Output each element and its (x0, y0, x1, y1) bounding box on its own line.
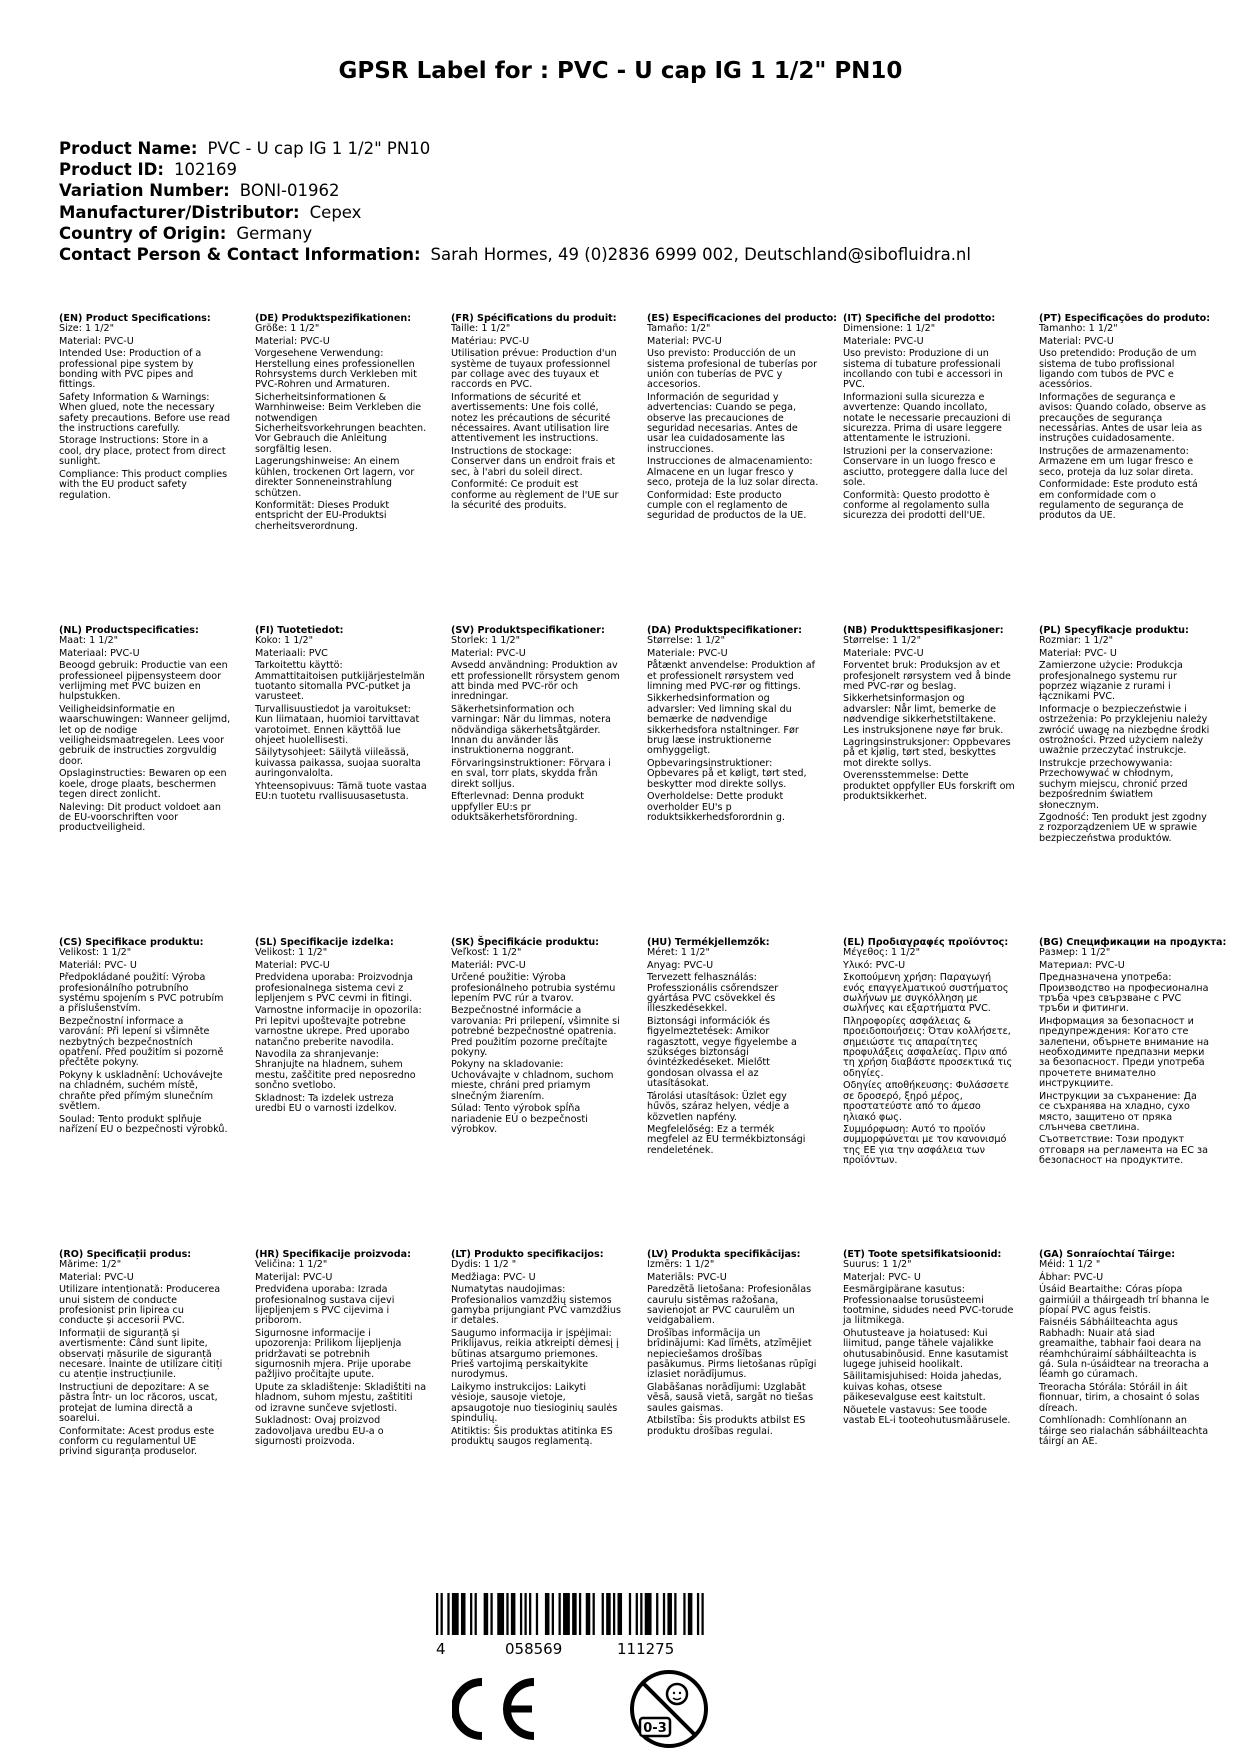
spec-block (451, 1250, 623, 1449)
spec-field: Säilytysohjeet: Säilytä viileässä, kuivassa paikassa, suojaa suoralta auringonvalolta. (255, 747, 421, 780)
info-row (59, 223, 971, 244)
spec-block (843, 626, 1015, 805)
spec-field: Σκοπούμενη χρήση: Παραγωγή ενός επαγγελματικού συστήματος σωλήνων με συγκόλληση με σωλήνες και εξαρτήματα PVC. (843, 972, 1009, 1015)
info-value: Sarah Hormes, 49 (0)2836 6999 002, Deutschland@sibofluidra.nl (430, 245, 971, 265)
spec-field: Säkerhetsinformation och varningar: När du limmas, notera nödvändiga säkerhetsåtgärder. Innan du använder läs instruktionerna noggrant. (451, 703, 611, 757)
spec-field: Μέγεθος: 1 1/2" (843, 947, 920, 959)
barcode-bar (506, 1593, 508, 1635)
barcode-bar (484, 1593, 489, 1635)
spec-block (451, 938, 623, 1137)
spec-field: Größe: 1 1/2" (255, 323, 320, 335)
spec-field: Turvallisuustiedot ja varoitukset: Kun liimataan, huomioi tarvittavat varotoimet. Ennen käyttöä lue ohjeet huolellisesti. (255, 703, 420, 747)
spec-field: Οδηγίες αποθήκευσης: Φυλάσσετε σε δροσερό, ξηρό μέρος, προστατεύστε από το άμεσο ηλιακό φως. (843, 1080, 1010, 1123)
spec-field: Lagringsinstruksjoner: Oppbevares på et kjølig, tørt sted, beskyttes mot direkte sollys. (843, 737, 1011, 769)
spec-field: Utilisation prévue: Production d'un système de tuyaux professionnel par collage avec des tuyaux et raccords en PVC. (451, 348, 617, 391)
spec-header: (NL) Productspecificaties: (59, 625, 199, 636)
spec-header: (FI) Tuotetiedot: (255, 625, 344, 636)
spec-header: (LT) Produkto specifikacijos: (451, 1249, 604, 1260)
barcode-bar (674, 1593, 676, 1635)
spec-field: Dydis: 1 1/2 " (451, 1259, 517, 1271)
spec-header: (SL) Specifikacije izdelka: (255, 937, 394, 948)
spec-field: Predvidena uporaba: Proizvodnja profesionalnega sistema cevi z lepljenjem s PVC cevmi in fitingi. (255, 972, 413, 1005)
barcode-bar (645, 1593, 652, 1635)
spec-field: Materiale: PVC-U (843, 647, 924, 659)
spec-field: Předpokládané použití: Výroba profesionálního potrubního systému spojením s PVC potrubím a příslušenstvím. (59, 972, 224, 1015)
info-row (59, 159, 971, 180)
spec-field: Paredzētā lietošana: Profesionālas cauruļu sistēmas ražošana, savienojot ar PVC caurulēm un veidgabaliem. (647, 1284, 812, 1327)
spec-field: Určené použitie: Výroba profesionálneho potrubia systému lepením PVC rúr a tvarov. (451, 972, 616, 1005)
barcode-bar (697, 1593, 699, 1635)
spec-field: Koko: 1 1/2" (255, 635, 314, 647)
spec-field: Tamaño: 1/2" (647, 323, 711, 335)
spec-field: Megfelelőség: Ez a termék megfelel az EU termékbiztonsági rendeletének. (647, 1123, 806, 1156)
spec-field: Størrelse: 1 1/2" (647, 635, 725, 647)
barcode-bar (593, 1593, 595, 1635)
spec-field: Overensstemmelse: Dette produktet oppfyller EUs forskrift om produktsikkerhet. (843, 770, 1015, 803)
spec-field: Atitiktis: Šis produktas atitinka ES produktų saugos reglamentą. (451, 1425, 613, 1447)
spec-field: Veiligheidsinformatie en waarschuwingen: Wanneer gelijmd, let op de nodige veiligheidsmaatregelen. Lees voor gebruik de instructies zorgvuldig door. (59, 703, 231, 767)
spec-field: Rozmiar: 1 1/2" (1039, 635, 1114, 647)
spec-field: Påtænkt anvendelse: Produktion af et professionelt rørsystem ved limning med PVC-rør og fittings. (647, 660, 815, 693)
spec-field: Materijal: PVC-U (255, 1271, 333, 1283)
spec-field: Materjal: PVC- U (843, 1271, 921, 1283)
spec-header: (FR) Spécifications du produit: (451, 313, 617, 324)
info-row (59, 138, 971, 159)
spec-field: Drošības informācija un brīdinājumi: Kad līmēts, atzīmējiet nepieciešamos drošības pasākumus. Pirms lietošanas rūpīgi izlasiet norādījumus. (647, 1327, 817, 1381)
spec-field: Uso pretendido: Produção de um sistema de tubo profissional ligando com tubos de PVC e acessórios. (1039, 348, 1197, 391)
spec-field: Maat: 1 1/2" (59, 635, 119, 647)
spec-field: Dimensione: 1 1/2" (843, 323, 936, 335)
barcode-bar (545, 1593, 550, 1635)
spec-field: Materiāls: PVC-U (647, 1271, 727, 1283)
age-warning-0-3-icon (628, 1668, 710, 1750)
info-row (59, 202, 971, 223)
spec-field: Eesmärgipärane kasutus: Professionaalse torusüsteemi tootmine, sidudes need PVC-torude ja liitmikega. (843, 1284, 1014, 1327)
spec-header: (PT) Especificações do produto: (1039, 313, 1211, 324)
spec-field: Sikkerhedsinformation og advarsler: Ved limning skal du bemærke de nødvendige sikkerhedsfora nstaltninger. Før brug læse instruktionerne omhyggeligt. (647, 693, 799, 757)
barcode-bar (656, 1593, 658, 1635)
spec-header: (BG) Спецификации на продукта: (1039, 937, 1227, 948)
spec-field: Zgodność: Ten produkt jest zgodny z rozporządzeniem UE w sprawie bezpieczeństwa produktów. (1039, 811, 1207, 844)
spec-block (1039, 937, 1227, 1169)
spec-field: Materiale: PVC-U (647, 647, 728, 659)
spec-header: (HU) Termékjellemzők: (647, 937, 770, 948)
barcode-bar (436, 1593, 438, 1635)
spec-field: Biztonsági információk és figyelmeztetések: Amikor ragasztott, vegye figyelembe a szükséges biztonsági óvintézkedéseket. Mielőtt gondosan olvassa el az utasításokat. (647, 1015, 797, 1090)
spec-field: Navodila za shranjevanje: Shranjujte na hladnem, suhem mestu, zaščitite pred neposredno sončno svetlobo. (255, 1049, 416, 1092)
spec-field: Conformitate: Acest produs este conform cu regulamentul UE privind siguranța produselor. (59, 1425, 215, 1458)
barcode-bar (602, 1593, 604, 1635)
barcode-bar (613, 1593, 615, 1635)
info-label: Product ID: (59, 160, 164, 180)
spec-field: Medžiaga: PVC- U (451, 1271, 536, 1283)
barcode-bar (640, 1593, 642, 1635)
spec-field: Sicherheitsinformationen & Warnhinweise: Beim Verkleben die notwendigen Sicherheitsvorkehrungen beachten. Vor Gebrauch die Anleitung sorgfältig lesen. (255, 391, 427, 455)
spec-field: Treoracha Stórála: Stóráil in áit fionnuar, tirim, a chosaint ó solas díreach. (1039, 1381, 1200, 1414)
spec-header: (SV) Produktspecifikationer: (451, 625, 605, 636)
spec-field: Utilizare intenționată: Producerea unui sistem de conducte profesionist prin lipirea cu conducte și accesorii PVC. (59, 1284, 221, 1327)
spec-field: Lagerungshinweise: An einem kühlen, trockenen Ort lagern, vor direkter Sonneneinstrahlung schützen. (255, 456, 415, 499)
spec-header: (IT) Specifiche del prodotto: (843, 313, 996, 324)
spec-field: Mărime: 1/2" (59, 1259, 122, 1271)
spec-field: Tamanho: 1 1/2" (1039, 323, 1118, 335)
spec-field: Konformität: Dieses Produkt entspricht der EU-Produktsi cherheitsverordnung. (255, 499, 390, 532)
info-label: Product Name: (59, 139, 198, 158)
spec-block (59, 314, 231, 503)
spec-block (1039, 626, 1211, 846)
spec-field: Предназначена употреба: Производство на професионална тръба чрез свързване с PVC тръби и фитинги. (1039, 972, 1209, 1015)
spec-header: (GA) Sonraíochtaí Táirge: (1039, 1249, 1176, 1260)
spec-field: Materiaal: PVC-U (59, 647, 140, 659)
spec-field: Material: PVC-U (255, 335, 330, 347)
spec-field: Material: PVC-U (59, 1271, 134, 1283)
spec-field: Glabāšanas norādījumi: Uzglabāt vēsā, sausā vietā, sargāt no tiešas saules gaismas. (647, 1381, 814, 1414)
barcode-bar (470, 1593, 472, 1635)
info-row (59, 244, 971, 265)
spec-field: Size: 1 1/2" (59, 323, 114, 335)
barcode-bar (572, 1593, 577, 1635)
spec-field: Συμμόρφωση: Αυτό το προϊόν συμμορφώνεται με τον κανονισμό της ΕΕ για την ασφάλεια των προϊόντων. (843, 1123, 1007, 1167)
barcode-bar (524, 1593, 526, 1635)
info-value: Germany (236, 223, 313, 243)
spec-header: (HR) Specifikacije proizvoda: (255, 1249, 411, 1260)
spec-field: Storage Instructions: Store in a cool, dry place, protect from direct sunlight. (59, 435, 226, 468)
spec-block (59, 1250, 231, 1460)
spec-field: Intended Use: Production of a professional pipe system by bonding with PVC pipes and fittings. (59, 348, 202, 391)
spec-field: Compliance: This product complies with the EU product safety regulation. (59, 468, 228, 501)
spec-block (451, 626, 623, 825)
spec-field: Υλικό: PVC-U (843, 959, 906, 971)
age-warning-text: 0-3 (643, 1721, 667, 1736)
spec-field: Conformité: Ce produit est conforme au règlement de l'UE sur la sécurité des produits. (451, 479, 619, 511)
spec-header: (RO) Specificații produs: (59, 1249, 192, 1260)
spec-header: (DE) Produktspezifikationen: (255, 313, 412, 324)
spec-field: Размер: 1 1/2" (1039, 947, 1111, 959)
spec-block (255, 938, 427, 1117)
spec-field: Méid: 1 1/2 " (1039, 1259, 1101, 1271)
spec-field: Bezpečnostné informácie a varovania: Pri prilepení, všimnite si potrebné bezpečnostné opatrenia. Pred použitím pozorne prečítajte pokyny. (451, 1005, 620, 1059)
barcode-bar (490, 1593, 492, 1635)
spec-block (843, 938, 1015, 1169)
spec-field: Faisnéis Sábháilteachta agus Rabhadh: Nuair atá siad greamaithe, tabhair faoi deara na réamhchúraimí sábháilteachta is gá. Sula n-úsáidtear na treoracha a léamh go cúramach. (1039, 1317, 1209, 1381)
spec-field: Suurus: 1 1/2" (843, 1259, 912, 1271)
spec-header: (LV) Produkta specifikācijas: (647, 1249, 801, 1260)
page-title: GPSR Label for : PVC - U cap IG 1 1/2" PN10 (338, 58, 903, 84)
barcode-bar (701, 1593, 703, 1635)
spec-field: Størrelse: 1 1/2" (843, 635, 921, 647)
spec-field: Velikost: 1 1/2" (255, 947, 328, 959)
spec-field: Upute za skladištenje: Skladištiti na hladnom, suhom mjestu, zaštititi od izravne sunčeve svjetlosti. (255, 1381, 427, 1414)
spec-field: Soulad: Tento produkt splňuje nařízení EU o bezpečnosti výrobků. (59, 1113, 228, 1135)
barcode-bar (552, 1593, 554, 1635)
spec-header: (PL) Specyfikacje produktu: (1039, 625, 1189, 636)
info-value: PVC - U cap IG 1 1/2" PN10 (207, 139, 431, 158)
spec-field: Uso previsto: Produzione di un sistema di tubature professionali incollando con tubi e accessori in PVC. (843, 348, 1003, 391)
spec-field: Materiál: PVC-U (451, 959, 526, 971)
spec-field: Informacje o bezpieczeństwie i ostrzeżenia: Po przyklejeniu należy zwrócić uwagę na niezbędne środki ostrożności. Przed użyciem należy uważnie przeczytać instrukcje. (1039, 703, 1210, 757)
spec-field: Varnostne informacije in opozorila: Pri lepitvi upoštevajte potrebne varnostne ukrepe. Pred uporabo natančno preberite navodila. (255, 1005, 422, 1048)
spec-block (59, 938, 231, 1137)
spec-field: Material: PVC-U (59, 335, 134, 347)
spec-field: Opbevaringsinstruktioner: Opbevares på et køligt, tørt sted, beskytter mod direkte sollys. (647, 757, 807, 790)
spec-field: Veličina: 1 1/2" (255, 1259, 328, 1271)
barcode-bar (688, 1593, 693, 1635)
spec-field: Material: PVC-U (1039, 335, 1114, 347)
barcode-bar (441, 1593, 443, 1635)
barcode-bar (520, 1593, 522, 1635)
info-label: Country of Origin: (59, 223, 227, 243)
spec-field: Materiaali: PVC (255, 647, 328, 659)
ce-mark-icon (452, 1678, 540, 1740)
spec-block (647, 1250, 819, 1439)
barcode-bar (663, 1593, 665, 1635)
spec-field: Safety Information & Warnings: When glued, note the necessary safety precautions. Before use read the instructions carefully. (59, 391, 231, 435)
spec-block (255, 1250, 427, 1449)
barcode-bar (559, 1593, 561, 1635)
barcode-bar (586, 1593, 591, 1635)
product-info-block (59, 138, 971, 265)
spec-field: Efterlevnad: Denna produkt uppfyller EU:s pr oduktsäkerhetsförordning. (451, 791, 585, 823)
spec-field: Súlad: Tento výrobok spĺňa nariadenie EÚ o bezpečnosti výrobkov. (451, 1103, 588, 1135)
spec-field: Sukladnost: Ovaj proizvod zadovoljava uredbu EU-a o sigurnosti proizvoda. (255, 1415, 384, 1447)
info-label: Manufacturer/Distributor: (59, 202, 300, 222)
info-row (59, 180, 971, 201)
spec-field: Material: PVC-U (451, 647, 526, 659)
info-value: BONI-01962 (239, 181, 340, 201)
ean-barcode (436, 1593, 706, 1635)
spec-field: Taille: 1 1/2" (451, 323, 511, 335)
spec-field: Sikkerhetsinformasjon og advarsler: Når limt, bemerke de nødvendige sikkerhetstiltakene. Les instruksjonene nøye før bruk. (843, 693, 1004, 736)
spec-field: Съответствие: Този продукт отговаря на регламента на ЕС за безопасност на продуктите. (1039, 1134, 1208, 1167)
spec-field: Uso previsto: Producción de un sistema profesional de tuberías por unión con tuberías de PVC y accesorios. (647, 348, 818, 391)
barcode-bar (636, 1593, 638, 1635)
barcode-bar (563, 1593, 570, 1635)
spec-field: Информация за безопасност и предупреждения: Когато сте залепени, обърнете внимание на необходимите предпазни мерки за безопасност. Преди употреба прочетете внимателно инструкциите. (1039, 1015, 1210, 1090)
barcode-bar (452, 1593, 459, 1635)
spec-field: Materiale: PVC-U (843, 335, 924, 347)
spec-block (255, 314, 427, 534)
spec-field: Instrukcje przechowywania: Przechowywać w chłodnym, suchym miejscu, chronić przed bezpośrednim światłem słonecznym. (1039, 757, 1188, 811)
spec-header: (EL) Προδιαγραφές προϊόντος: (843, 937, 1009, 948)
spec-field: Atbilstība: Šis produkts atbilst ES produktu drošības regulai. (647, 1415, 806, 1437)
info-value: 102169 (173, 160, 237, 180)
spec-block (451, 314, 623, 513)
spec-field: Conformidad: Este producto cumple con el reglamento de seguridad de productos de la UE. (647, 489, 807, 522)
barcode-bar (475, 1593, 477, 1635)
spec-field: Informations de sécurité et avertissements: Une fois collé, notez les précautions de sécurité nécessaires. Avant utilisation lire attentivement les instructions. (451, 391, 611, 445)
spec-field: Numatytas naudojimas: Profesionalios vamzdžių sistemos gamyba prijungiant PVC vamzdžius ir detales. (451, 1284, 621, 1327)
spec-field: Velikost: 1 1/2" (59, 947, 132, 959)
spec-header: (CS) Specifikace produktu: (59, 937, 204, 948)
spec-field: Laikymo instrukcijos: Laikyti vėsioje, sausoje vietoje, apsaugotoje nuo tiesioginių saulės spindulių. (451, 1381, 618, 1425)
spec-field: Beoogd gebruik: Productie van een professioneel pijpensysteem door verlijming met PVC buizen en hulpstukken. (59, 660, 228, 703)
barcode-bar (579, 1593, 581, 1635)
spec-header: (EN) Product Specifications: (59, 313, 211, 324)
spec-field: Tervezett felhasználás: Professzionális csőrendszer gyártása PVC csövekkel és illeszkedésekkel. (647, 972, 779, 1015)
barcode-bar (683, 1593, 685, 1635)
spec-field: Ábhar: PVC-U (1039, 1271, 1104, 1283)
spec-field: Sigurnosne informacije i upozorenja: Prilikom lijepljenja pridržavati se potrebnih sigurnosnih mjera. Prije uporabe pažljivo pročitajte upute. (255, 1327, 411, 1381)
spec-field: Zamierzone użycie: Produkcja profesjonalnego systemu rur poprzez wiązanie z rurami i łącznikami PVC. (1039, 660, 1183, 703)
spec-field: Informações de segurança e avisos: Quando colado, observe as precauções de segurança necessárias. Antes de usar leia as instruções cuidadosamente. (1039, 391, 1207, 445)
spec-header: (ES) Especificaciones del producto: (647, 313, 838, 324)
spec-field: Material: PVC-U (255, 959, 330, 971)
spec-field: Forventet bruk: Produksjon av et profesjonelt rørsystem ved å binde med PVC-rør og beslag. (843, 660, 1011, 693)
spec-block (255, 626, 427, 805)
spec-block (1039, 1250, 1211, 1449)
spec-block (843, 1250, 1015, 1429)
spec-field: Instructions de stockage: Conserver dans un endroit frais et sec, à l'abri du soleil direct. (451, 445, 616, 478)
spec-field: Инструкции за съхранение: Да се съхранява на хладно, сухо място, защитено от пряка слънчева светлина. (1039, 1090, 1197, 1133)
spec-header: (DA) Produktspecifikationer: (647, 625, 802, 636)
info-label: Variation Number: (59, 181, 230, 201)
barcode-bar (618, 1593, 623, 1635)
barcode-digit-prefix: 4 (436, 1640, 446, 1658)
spec-field: Predviđena uporaba: Izrada profesionalnog sustava cijevi lijepljenjem s PVC cijevima i priborom. (255, 1284, 395, 1327)
spec-field: Yhteensopivuus: Tämä tuote vastaa EU:n tuotetu rvallisuusasetusta. (255, 780, 427, 803)
spec-field: Skladnost: Ta izdelek ustreza uredbi EU o varnosti izdelkov. (255, 1092, 397, 1115)
barcode-bar (606, 1593, 611, 1635)
spec-block (59, 626, 231, 836)
barcode-digits-left: 058569 (505, 1640, 563, 1658)
spec-field: Instruções de armazenamento: Armazene em um lugar fresco e seco, proteja da luz solar direta. (1039, 445, 1194, 478)
spec-field: Ohutusteave ja hoiatused: Kui liimitud, pange tähele vajalikke ohutusabinõusid. Enne kasutamist lugege juhiseid hoolikalt. (843, 1327, 1009, 1371)
spec-field: Pokyny na skladovanie: Uchovávajte v chladnom, suchom mieste, chráni pred priamym slnečným žiarením. (451, 1059, 614, 1102)
spec-field: Méret: 1 1/2" (647, 947, 710, 959)
spec-field: Materiál: PVC- U (59, 959, 137, 971)
spec-field: Comhlíonadh: Comhlíonann an táirge seo rialachán sábháilteachta táirgí an AE. (1039, 1415, 1209, 1447)
spec-header: (ET) Toote spetsifikatsioonid: (843, 1249, 1002, 1260)
spec-field: Overholdelse: Dette produkt overholder EU's p roduktsikkerhedsforordnin g. (647, 791, 786, 823)
spec-field: Instrucțiuni de depozitare: A se păstra într- un loc răcoros, uscat, protejat de lumina directă a soarelui. (59, 1381, 218, 1425)
spec-block (843, 314, 1015, 524)
barcode-bar (536, 1593, 538, 1635)
spec-field: Opslaginstructies: Bewaren op een koele, droge plaats, beschermen tegen direct zonlicht. (59, 768, 227, 801)
spec-field: Instrucciones de almacenamiento: Almacene en un lugar fresco y seco, proteja de la luz solar directa. (647, 456, 819, 489)
spec-field: Naleving: Dit product voldoet aan de EU-voorschriften voor productveiligheid. (59, 801, 221, 834)
barcode-bar (667, 1593, 672, 1635)
spec-field: Materiał: PVC- U (1039, 647, 1117, 659)
spec-field: Storlek: 1 1/2" (451, 635, 521, 647)
spec-field: Veľkosť: 1 1/2" (451, 947, 522, 959)
spec-field: Saugumo informacija ir įspėjimai: Priklijavus, reikia atkreipti dėmesį į būtinas atsargumo priemones. Prieš vartojimą perskaitykite nurodymus. (451, 1327, 619, 1381)
barcode-bar (497, 1593, 504, 1635)
spec-field: Avsedd användning: Produktion av ett professionellt rörsystem genom att binda med PVC-rör och inredningar. (451, 660, 620, 703)
spec-field: Πληροφορίες ασφάλειας & προειδοποιήσεις: Όταν κολλήσετε, σημειώστε τις απαραίτητες προφυλάξεις ασφαλείας. Πριν από τη χρήση διαβάστε προσεκτικά τις οδηγίες. (843, 1015, 1013, 1079)
spec-field: Informazioni sulla sicurezza e avvertenze: Quando incollato, notate le necessarie precauzioni di sicurezza. Prima di usare leggere attentamente le istruzioni. (843, 391, 1011, 445)
barcode-bar (529, 1593, 531, 1635)
spec-field: Conformità: Questo prodotto è conforme al regolamento sulla sicurezza dei prodotti dell'UE. (843, 489, 990, 522)
spec-field: Tarkoitettu käyttö: Ammattitaitoisen putkijärjestelmän tuotanto sitomalla PVC-putket ja varusteet. (255, 660, 425, 703)
barcode-bar (511, 1593, 516, 1635)
spec-block (647, 626, 819, 825)
barcode-digits-right: 111275 (617, 1640, 675, 1658)
spec-field: Informații de siguranță și avertismente: Când sunt lipite, observați măsurile de siguranță necesare. Înainte de utilizare citiți cu atenție instrucțiunile. (59, 1327, 223, 1381)
spec-header: (NB) Produkttspesifikasjoner: (843, 625, 1004, 636)
barcode-bar (447, 1593, 449, 1635)
spec-field: Úsáid Beartaithe: Córas píopa gairmiúil a tháirgeadh trí bhanna le píopaí PVC agus feistis. (1039, 1284, 1210, 1317)
spec-field: Säilitamisjuhised: Hoida jahedas, kuivas kohas, otsese päikesevalguse eest kaitstult. (843, 1371, 1002, 1404)
spec-field: Izmērs: 1 1/2" (647, 1259, 715, 1271)
spec-field: Matériau: PVC-U (451, 335, 530, 347)
barcode-bar (461, 1593, 466, 1635)
spec-field: Material: PVC-U (647, 335, 722, 347)
spec-field: Nõuetele vastavus: See toode vastab EL-i tooteohutusmäärusele. (843, 1404, 1011, 1427)
spec-block (1039, 314, 1211, 524)
barcode-bar (629, 1593, 631, 1635)
spec-field: Материал: PVC-U (1039, 959, 1125, 971)
spec-field: Anyag: PVC-U (647, 959, 714, 971)
spec-header: (SK) Špecifikácie produktu: (451, 937, 600, 948)
spec-field: Pokyny k uskladnění: Uchovávejte na chladném, suchém místě, chraňte před přímým slunečním světlem. (59, 1069, 223, 1113)
spec-field: Förvaringsinstruktioner: Förvara i en sval, torr plats, skydda från direkt solljus. (451, 757, 611, 790)
spec-field: Conformidade: Este produto está em conformidade com o regulamento de segurança de produtos da UE. (1039, 479, 1198, 522)
spec-field: Bezpečnostní informace a varování: Při lepení si všimněte nezbytných bezpečnostních opatření. Před použitím si pozorně přečtěte pokyny. (59, 1015, 224, 1069)
spec-field: Istruzioni per la conservazione: Conservare in un luogo fresco e asciutto, proteggere dalla luce del sole. (843, 445, 1008, 489)
spec-block (647, 938, 819, 1158)
spec-field: Información de seguridad y advertencias: Cuando se pega, observe las precauciones de seguridad necesarias. Antes de usar lea cuidadosamente las instrucciones. (647, 391, 798, 455)
spec-block (647, 313, 838, 524)
info-label: Contact Person & Contact Information: (59, 245, 421, 265)
spec-field: Tárolási utasítások: Üzlet egy hűvös, száraz helyen, védje a közvetlen napfény. (647, 1090, 790, 1123)
info-value: Cepex (309, 202, 362, 222)
spec-field: Vorgesehene Verwendung: Herstellung eines professionellen Rohrsystems durch Verkleben mit PVC-Rohren und Armaturen. (255, 348, 417, 391)
